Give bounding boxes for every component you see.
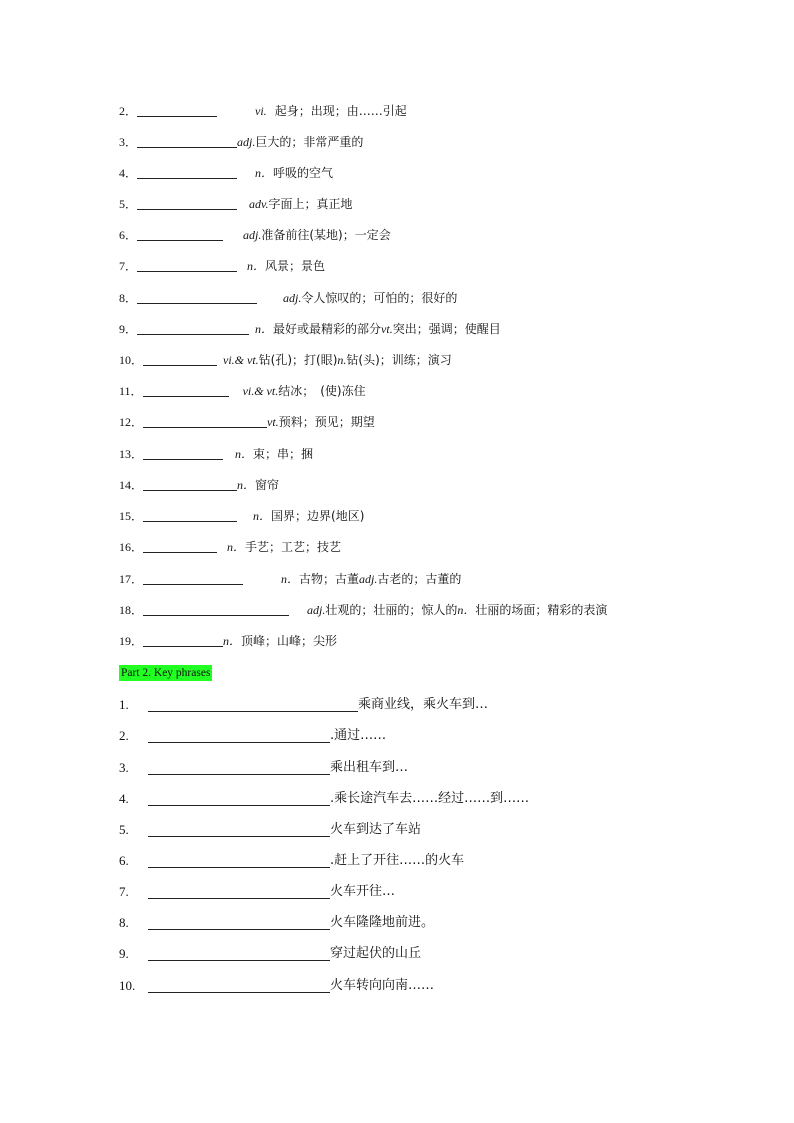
phrase-number: 5. [119,822,129,837]
phrase-number: 6. [119,853,129,868]
part-of-speech-secondary: n. [337,353,347,367]
part-of-speech: n． [227,540,246,554]
part-of-speech: n． [253,509,272,523]
phrase-item [119,820,421,840]
part-of-speech: n． [255,322,274,336]
answer-blank[interactable] [137,164,237,179]
phrase-blank[interactable] [148,727,330,743]
phrase-number: 2. [119,728,129,743]
phrase-item [119,726,386,746]
item-number: 17． [119,572,144,586]
phrase-number: 1. [119,697,129,712]
part-of-speech: n． [255,166,274,180]
answer-blank[interactable] [137,102,217,117]
meaning: 束；串；捆 [253,447,314,461]
meaning: 手艺；工艺；技艺 [245,540,342,554]
item-number: 16． [119,540,144,554]
part-of-speech: vi.& vt. [242,384,279,398]
meaning: 壮观的；壮丽的；惊人的 [325,603,458,617]
answer-blank[interactable] [143,538,217,553]
meaning: 字面上；真正地 [268,197,353,211]
answer-blank[interactable] [137,226,223,241]
meaning: 准备前往(某地)；一定会 [261,228,391,242]
phrase-blank[interactable] [148,977,330,993]
vocab-item [119,351,452,369]
item-number: 4． [119,166,138,180]
meaning-secondary: 钻(头)；训练；演习 [346,353,452,367]
part-of-speech: n． [237,478,256,492]
phrase-blank[interactable] [148,883,330,899]
answer-blank[interactable] [143,382,229,397]
phrase-meaning: 乘商业线，乘火车到… [358,697,489,712]
vocab-item [119,507,364,525]
item-number: 8． [119,291,138,305]
part-of-speech: n． [247,259,266,273]
part-of-speech: vi.& vt. [223,353,259,367]
phrase-number: 4. [119,791,129,806]
item-number: 5． [119,197,138,211]
phrase-blank[interactable] [148,790,330,806]
meaning: 巨大的；非常严重的 [255,135,364,149]
meaning: 钻(孔)；打(眼) [258,353,338,367]
meaning: 起身；出现；由……引起 [274,104,407,118]
answer-blank[interactable] [137,320,249,335]
phrase-blank[interactable] [148,821,330,837]
meaning: 窗帘 [255,478,280,492]
meaning-secondary: 突出；强调；使醒目 [392,322,501,336]
part-of-speech: adj. [237,135,256,149]
answer-blank[interactable] [137,257,237,272]
phrase-blank[interactable] [148,914,330,930]
part-of-speech: n． [281,572,300,586]
item-number: 14． [119,478,144,492]
phrase-meaning: .乘长途汽车去……经过……到…… [330,791,530,806]
vocab-item [119,164,333,182]
meaning-secondary: 古老的；古董的 [377,572,462,586]
vocab-item [119,382,366,400]
vocab-item [119,195,352,213]
vocab-item [119,413,375,431]
phrase-item [119,758,408,778]
answer-blank[interactable] [143,476,237,491]
item-number: 6． [119,228,138,242]
item-number: 13． [119,447,144,461]
answer-blank[interactable] [143,601,289,616]
phrase-number: 10. [119,978,136,993]
item-number: 19． [119,634,144,648]
item-number: 11． [119,384,143,398]
part-of-speech: n． [223,634,242,648]
meaning: 预料；预见；期望 [278,415,375,429]
phrase-meaning: 火车到达了车站 [330,822,422,837]
answer-blank[interactable] [143,351,217,366]
meaning: 风景；景色 [265,259,326,273]
answer-blank[interactable] [137,195,237,210]
item-number: 12． [119,415,144,429]
phrase-blank[interactable] [148,696,358,712]
item-number: 7． [119,259,138,273]
phrase-number: 3. [119,760,129,775]
vocab-item [119,133,363,151]
item-number: 18． [119,603,144,617]
vocab-item [119,320,501,338]
answer-blank[interactable] [143,507,237,522]
part-of-speech: adj. [243,228,262,242]
vocab-item [119,570,461,588]
meaning-secondary: 壮丽的场面；精彩的表演 [475,603,608,617]
phrase-meaning: 乘出租车到… [330,760,409,775]
vocab-item [119,226,391,244]
part-of-speech: n． [235,447,254,461]
part-of-speech-secondary: n． [457,603,476,617]
part-of-speech: adv. [249,197,269,211]
part-of-speech: vi. [255,104,267,118]
item-number: 2． [119,104,138,118]
phrase-item [119,944,421,964]
phrase-meaning: 火车转向向南…… [330,978,435,993]
vocab-item [119,476,279,494]
phrase-number: 9. [119,946,129,961]
answer-blank[interactable] [143,445,223,460]
meaning: 呼吸的空气 [273,166,334,180]
vocab-item [119,289,457,307]
answer-blank[interactable] [137,133,237,148]
vocab-item [119,102,407,120]
phrase-blank[interactable] [148,852,330,868]
phrase-meaning: .赶上了开往……的火车 [330,853,465,868]
answer-blank[interactable] [143,570,243,585]
meaning: 结冰； (使)冻住 [278,384,366,398]
phrase-item [119,882,395,902]
meaning: 令人惊叹的；可怕的；很好的 [301,291,458,305]
phrase-meaning: 火车开往… [330,884,396,899]
item-number: 9． [119,322,138,336]
vocab-item [119,445,313,463]
meaning: 最好或最精彩的部分 [273,322,382,336]
phrase-meaning: 火车隆隆地前进。 [330,915,435,930]
phrase-meaning: .通过…… [330,728,387,743]
vocab-item [119,632,337,650]
vocab-item [119,538,341,556]
part-of-speech-secondary: vt. [381,322,393,336]
phrase-meaning: 穿过起伏的山丘 [330,946,422,961]
phrase-item [119,851,464,871]
phrase-number: 7. [119,884,129,899]
phrase-item [119,976,434,996]
part2-header: Part 2. Key phrases [121,667,211,679]
meaning: 古物；古董 [299,572,360,586]
phrase-item [119,789,529,809]
item-number: 15． [119,509,144,523]
vocab-item [119,601,607,619]
phrase-item [119,913,434,933]
meaning: 国界；边界(地区) [271,509,365,523]
vocab-item [119,257,325,275]
meaning: 顶峰；山峰；尖形 [241,634,338,648]
item-number: 10． [119,353,144,367]
answer-blank[interactable] [143,632,223,647]
part-of-speech: adj. [307,603,326,617]
answer-blank[interactable] [137,289,257,304]
phrase-number: 8. [119,915,129,930]
item-number: 3． [119,135,138,149]
phrase-blank[interactable] [148,945,330,961]
phrase-item [119,695,488,715]
part-of-speech: adj. [283,291,302,305]
part-of-speech: vt. [267,415,279,429]
answer-blank[interactable] [143,413,267,428]
phrase-blank[interactable] [148,759,330,775]
part-of-speech-secondary: adj. [359,572,378,586]
